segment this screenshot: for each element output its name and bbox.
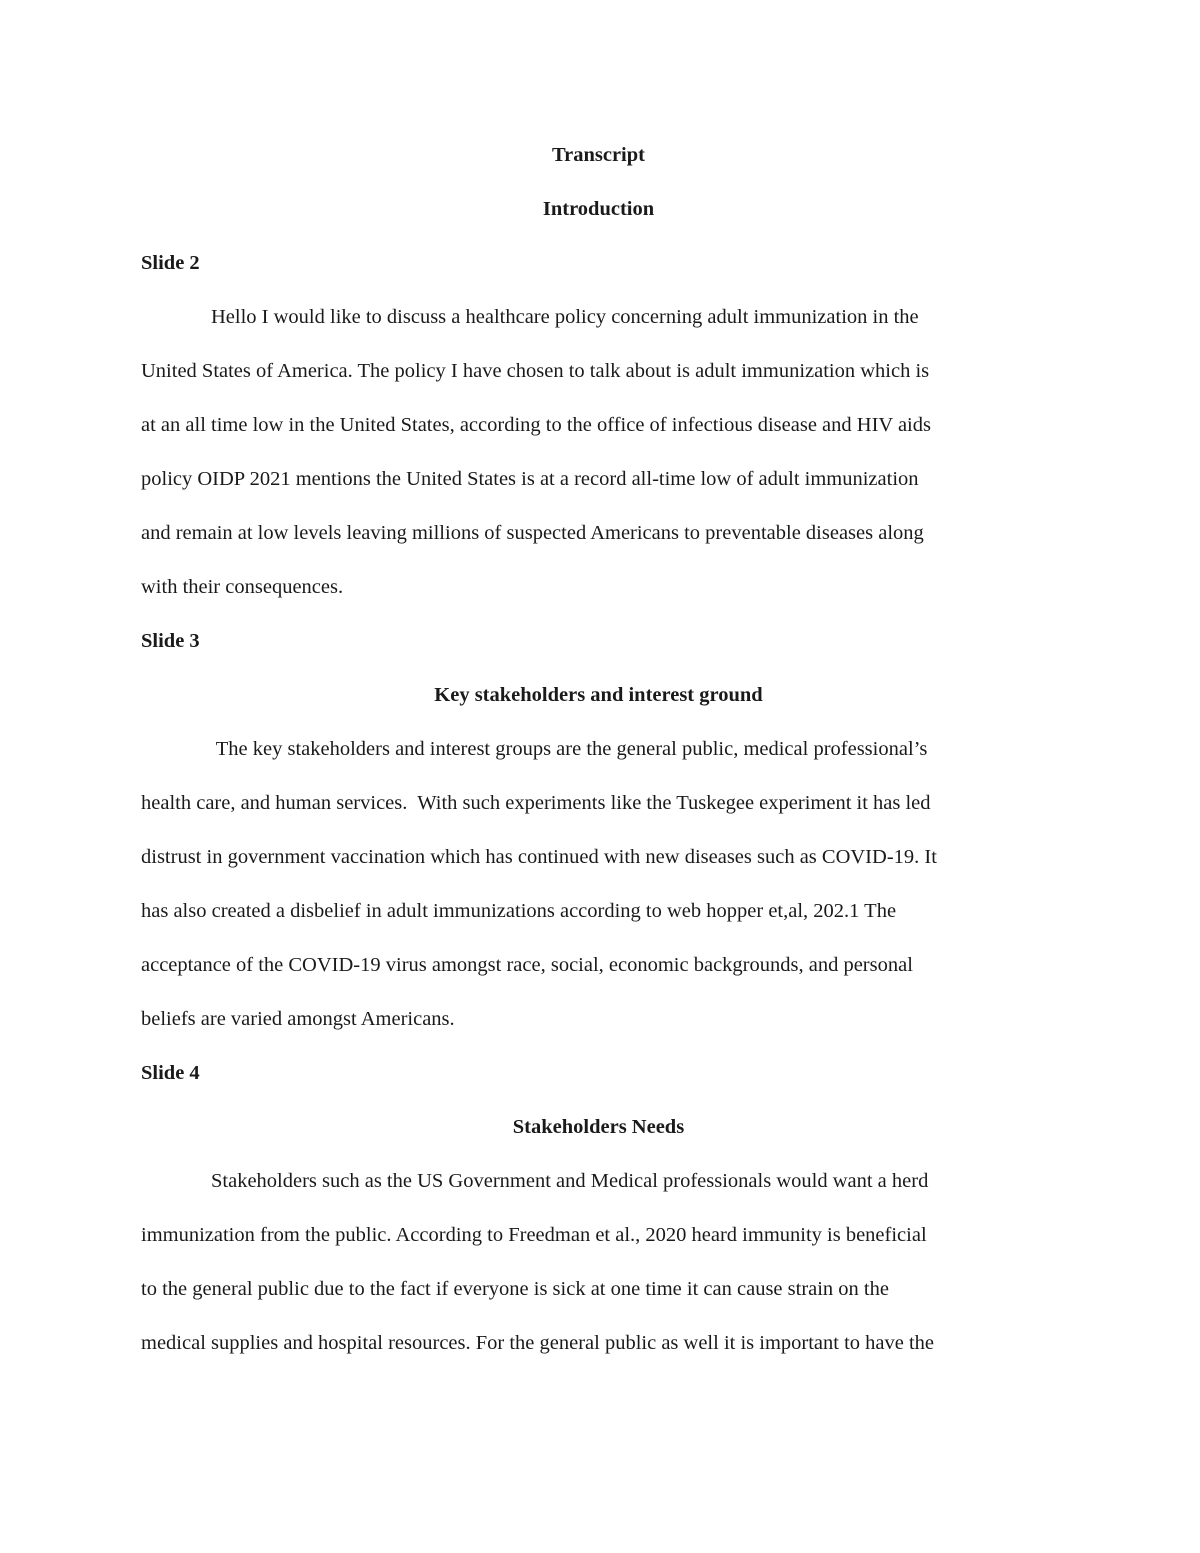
slide-4-line-1: Stakeholders such as the US Government and Medical professionals would want a herd bbox=[211, 1170, 929, 1192]
slide-3-heading: Key stakeholders and interest ground bbox=[434, 684, 763, 706]
slide-4-label: Slide 4 bbox=[141, 1062, 200, 1084]
document-body bbox=[141, 128, 1056, 1370]
slide-2-line-5: and remain at low levels leaving millions of suspected Americans to preventable diseases along bbox=[141, 522, 924, 544]
slide-4-line-2: immunization from the public. According to Freedman et al., 2020 heard immunity is beneficial bbox=[141, 1224, 927, 1246]
introduction-heading: Introduction bbox=[542, 198, 655, 220]
slide-4-line-4: medical supplies and hospital resources. For the general public as well it is important to have the bbox=[141, 1332, 935, 1354]
slide-2-label: Slide 2 bbox=[141, 252, 200, 274]
slide-3-label: Slide 3 bbox=[141, 630, 200, 652]
slide-3-paragraph bbox=[141, 722, 1056, 1046]
slide-2-line-1: Hello I would like to discuss a healthcare policy concerning adult immunization in the bbox=[211, 306, 919, 328]
slide-3-line-2: health care, and human services. With such experiments like the Tuskegee experiment it has led bbox=[141, 792, 931, 814]
slide-2-line-3: at an all time low in the United States, according to the office of infectious disease and HIV aids bbox=[141, 414, 931, 436]
document-title: Transcript bbox=[551, 144, 645, 166]
slide-4-heading: Stakeholders Needs bbox=[512, 1116, 685, 1138]
slide-2-paragraph bbox=[141, 290, 1056, 614]
slide-4-paragraph bbox=[141, 1154, 1056, 1370]
slide-2-line-6: with their consequences. bbox=[141, 576, 344, 598]
slide-2-line-2: United States of America. The policy I have chosen to talk about is adult immunization which is bbox=[141, 360, 930, 382]
slide-4-line-3: to the general public due to the fact if everyone is sick at one time it can cause strain on the bbox=[141, 1278, 889, 1300]
slide-3-line-6: beliefs are varied amongst Americans. bbox=[141, 1008, 455, 1030]
slide-3-line-3: distrust in government vaccination which has continued with new diseases such as COVID-19. It bbox=[141, 846, 937, 868]
slide-3-line-5: acceptance of the COVID-19 virus amongst race, social, economic backgrounds, and personal bbox=[141, 954, 913, 976]
slide-3-line-4: has also created a disbelief in adult immunizations according to web hopper et,al, 202.1 The bbox=[141, 900, 897, 922]
slide-3-line-1: The key stakeholders and interest groups are the general public, medical professional’s bbox=[211, 738, 928, 760]
slide-2-line-4: policy OIDP 2021 mentions the United States is at a record all-time low of adult immunization bbox=[141, 468, 919, 490]
